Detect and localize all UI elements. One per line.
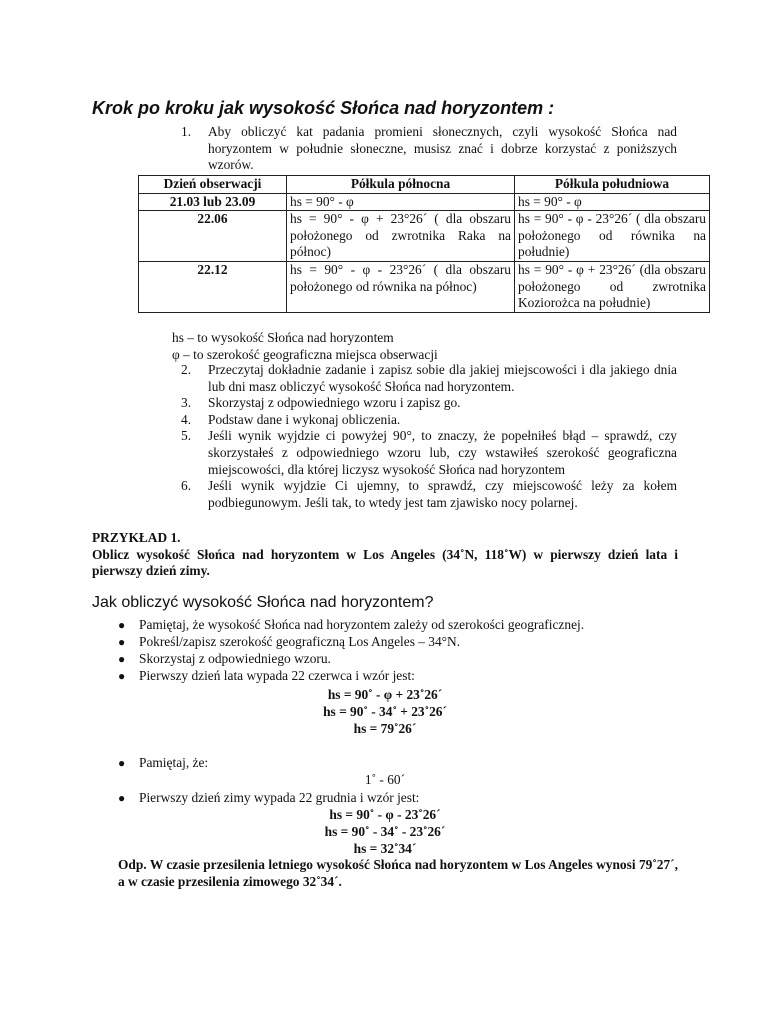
bullet-item [118,755,678,772]
table-header-cell: Półkula południowa [515,176,710,194]
step-text: Przeczytaj dokładnie zadanie i zapisz sobie dla jakiej miejscowości i dla jakiego dnia lub dni masz obliczyć wysokość Słońca nad horyzontem. [208,362,677,394]
winter-formula: hs = 90˚ - 34˚ - 23˚26´ [324,824,446,839]
list-item [181,362,677,395]
bullet-text: Pamiętaj, że wysokość Słońca nad horyzontem zależy od szerokości geograficznej. [139,617,585,632]
bullet-icon: ● [118,618,126,632]
step-number: 5. [181,428,192,444]
table-cell-day: 21.03 lub 23.09 [139,193,287,211]
bullet-item [118,668,678,685]
example-label: PRZYKŁAD 1. [92,530,181,545]
step-text: Jeśli wynik wyjdzie Ci ujemny, to sprawdź, czy miejscowość leży za kołem podbiegunowym. Jeśli tak, to wtedy jest tam zjawisko nocy polarnej. [208,478,677,510]
table-cell-south: hs = 90° - φ - 23°26´ ( dla obszaru położonego od równika na południe) [515,211,710,262]
example-block [92,530,678,580]
step-text: Aby obliczyć kat padania promieni słonecznych, czyli wysokość Słońca nad horyzontem w południe słoneczne, musisz znać i dobrze korzystać z poniższych wzorów. [208,124,677,173]
list-item [181,478,677,511]
step-number: 4. [181,411,192,427]
step-number: 1. [181,124,192,139]
definition-phi: φ – to szerokość geograficzna miejsca obserwacji [172,346,438,362]
example-task: Oblicz wysokość Słońca nad horyzontem w Los Angeles (34˚N, 118˚W) w pierwszy dzień lata i pierwszy dzień zimy. [92,546,678,579]
bullet-text: Pierwszy dzień lata wypada 22 czerwca i wzór jest: [139,668,415,683]
list-item [181,428,677,478]
step-number: 3. [181,395,192,411]
summer-formula: hs = 90˚ - 34˚ + 23˚26´ [323,704,447,719]
step-text: Podstaw dane i wykonaj obliczenia. [208,411,401,427]
symbol-definitions [172,330,438,363]
bullet-text: Pierwszy dzień zimy wypada 22 grudnia i wzór jest: [139,790,420,805]
bullet-item [118,617,678,634]
list-item [181,395,677,412]
step-text: Jeśli wynik wyjdzie ci powyżej 90°, to znaczy, że popełniłeś błąd – sprawdź, czy skorzystałeś z odpowiedniego wzoru lub, czy wstawiłeś szerokość geograficzna miejscowości, dla której liczysz wysokość Słońca nad horyzontem [208,428,677,477]
step-1 [181,124,677,174]
bullet-text: Pokreśl/zapisz szerokość geograficzną Los Angeles – 34°N. [139,634,461,649]
bullet-icon: ● [118,756,126,770]
table-cell-south: hs = 90° - φ + 23°26´ (dla obszaru położonego od zwrotnika Koziorożca na południe) [515,261,710,312]
answer-text: Odp. W czasie przesilenia letniego wysokość Słońca nad horyzontem w Los Angeles wynosi 79˚27´, a w czasie przesilenia zimowego 32˚34´. [118,857,678,889]
table-header-cell: Półkula północna [287,176,515,194]
bullet-icon: ● [118,669,126,683]
winter-formula: hs = 90˚ - φ - 23˚26´ [329,807,441,822]
section-title: Jak obliczyć wysokość Słońca nad horyzontem? [92,594,434,611]
list-item [181,412,677,429]
bullet-item [118,790,678,807]
table-cell-day: 22.12 [139,261,287,312]
bullet-icon: ● [118,791,126,805]
table-header-row [139,176,710,194]
page-title: Krok po kroku jak wysokość Słońca nad horyzontem : [92,98,555,118]
formula-table [138,175,710,313]
table-cell-day: 22.06 [139,211,287,262]
bullet-item [118,651,678,668]
table-header-cell: Dzień obserwacji [139,176,287,194]
winter-result: hs = 32˚34´ [353,841,417,856]
step-number: 2. [181,362,192,377]
bullet-text: Pamiętaj, że: [139,755,209,770]
step-text: Skorzystaj z odpowiedniego wzoru i zapisz go. [208,395,461,411]
bullet-text: Skorzystaj z odpowiedniego wzoru. [139,651,331,666]
table-row [139,193,710,211]
table-cell-north: hs = 90° - φ [287,193,515,211]
table-cell-north: hs = 90° - φ + 23°26´ ( dla obszaru położonego od zwrotnika Raka na północ) [287,211,515,262]
summer-formula: hs = 90˚ - φ + 23˚26´ [327,687,443,702]
definition-hs: hs – to wysokość Słońca nad horyzontem [172,330,394,345]
bullet-icon: ● [118,652,126,666]
bullet-icon: ● [118,635,126,649]
table-row [139,261,710,312]
summer-result: hs = 79˚26´ [353,721,417,736]
steps-list [181,362,677,511]
table-row [139,211,710,262]
table-cell-south: hs = 90° - φ [515,193,710,211]
step-number: 6. [181,478,192,494]
bullet-item [118,634,678,651]
remember-formula: 1˚ - 60´ [364,772,406,787]
table-cell-north: hs = 90° - φ - 23°26´ ( dla obszaru położonego od równika na północ) [287,261,515,312]
